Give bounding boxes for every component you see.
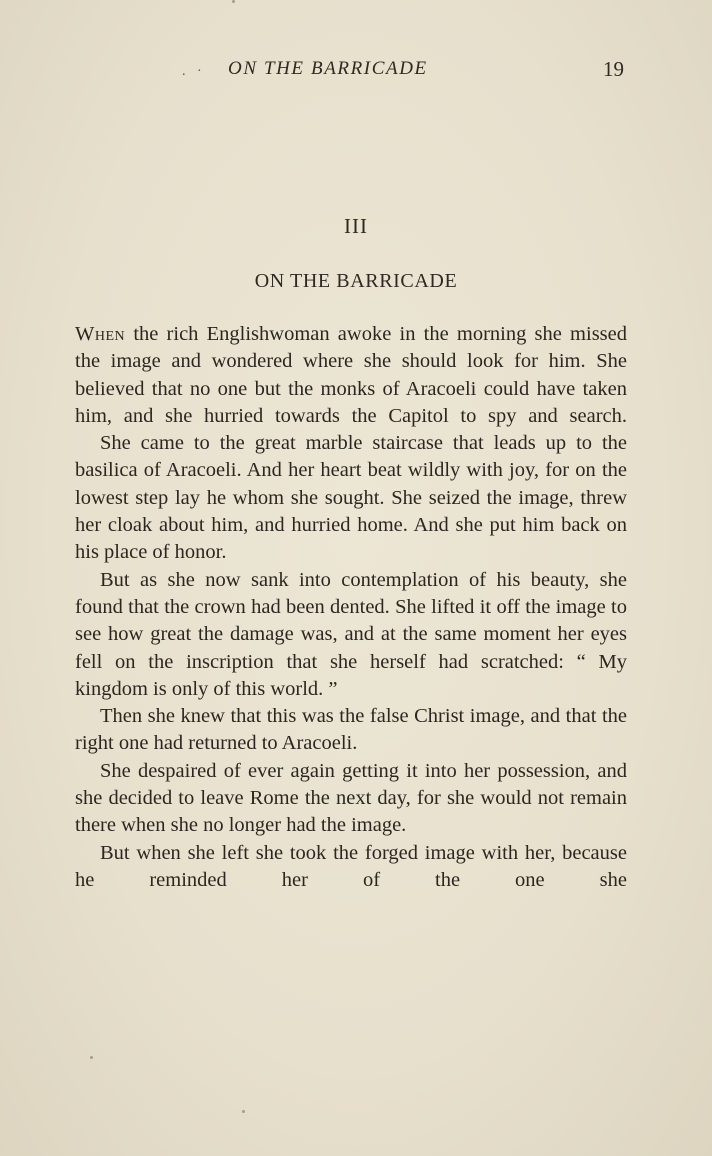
running-head-title: ON THE BARRICADE [228,58,428,79]
paragraph-1 [75,321,627,430]
paragraph-1-text: the rich Englishwoman awoke in the morning she missed the image and wondered where she should look for him. She believed that no one but the monks of Aracoeli could have taken him, and she hurried towards the Capitol to spy and search. [75,323,627,427]
paragraph-6: But when she left she took the forged image with her, because he reminded her of the one she [75,841,627,891]
page-number: 19 [603,57,624,81]
chapter-number: III [344,214,368,238]
chapter-title: ON THE BARRICADE [254,270,458,292]
paper-speck [90,1056,93,1059]
paragraph-1-lead-word: When [75,323,126,345]
running-head-dots: . · [182,64,206,79]
paragraph-5: She despaired of ever again getting it into her possession, and she decided to leave Rome the next day, for she would not remain there when she no longer had the image. [75,759,627,837]
running-head [0,58,712,86]
paper-speck [242,1110,245,1113]
body-text [75,321,627,894]
paragraph-2: She came to the great marble staircase that leads up to the basilica of Aracoeli. And her heart beat wildly with joy, for on the lowest step lay he whom she sought. She seized the image, threw her cloak about him, and hurried home. And she put him back on his place of honor. [75,432,627,564]
paper-speck [232,0,235,3]
paragraph-3: But as she now sank into contemplation of his beauty, she found that the crown had been dented. She lifted it off the image to see how great the damage was, and at the same moment her eyes fell on the inscription that she herself had scratched: “ My kingdom is only of this world. ” [75,568,627,700]
paragraph-4: Then she knew that this was the false Christ image, and that the right one had returned to Aracoeli. [75,705,627,755]
